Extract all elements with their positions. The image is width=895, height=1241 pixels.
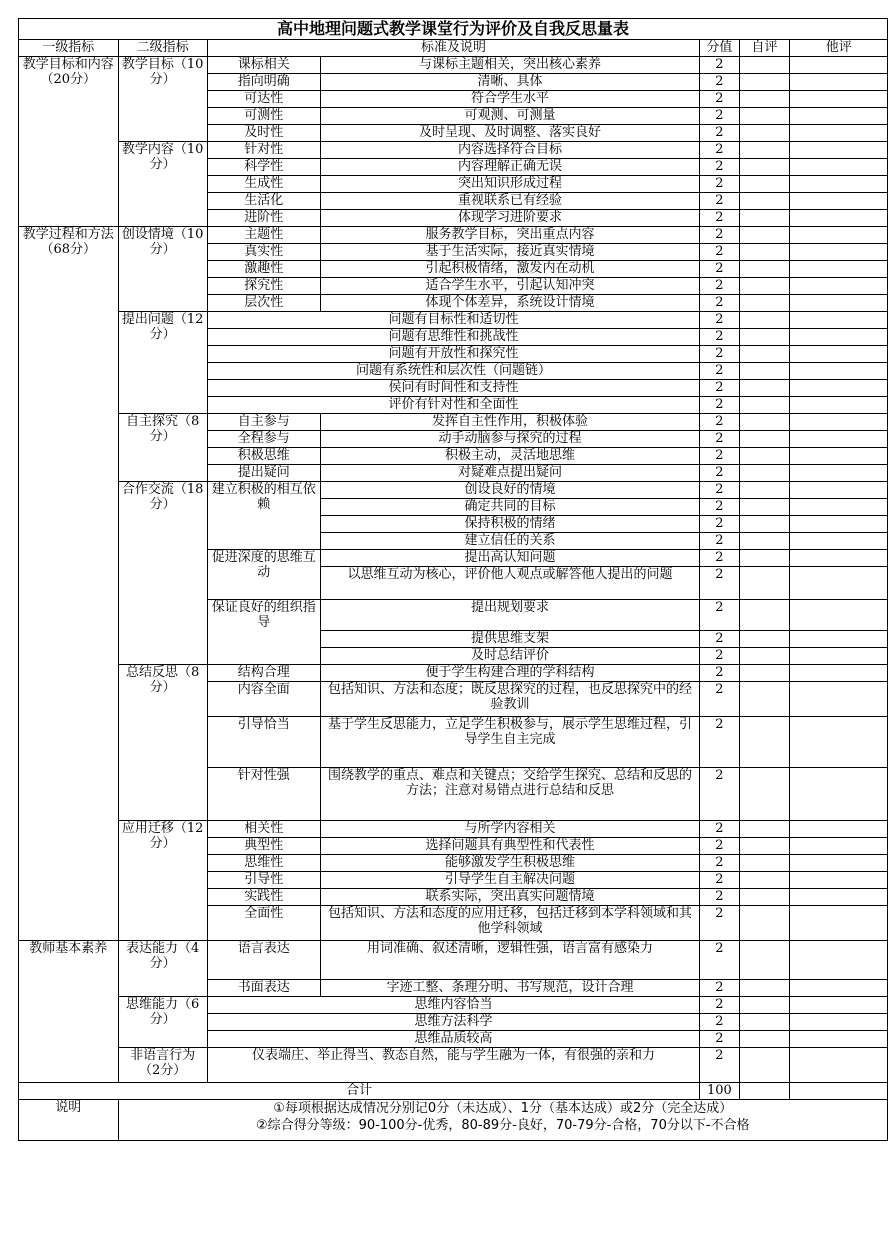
- score-value: 2: [700, 997, 739, 1014]
- table-row: [19, 1048, 888, 1083]
- peer-score-input[interactable]: [790, 872, 888, 889]
- criterion-name: 促进深度的思维互动: [207, 550, 320, 600]
- score-value: 2: [700, 980, 739, 997]
- self-score-input[interactable]: [739, 142, 790, 159]
- self-score-input[interactable]: [739, 941, 790, 980]
- criterion-description: 对疑难点提出疑问: [320, 465, 700, 482]
- peer-score-input[interactable]: [790, 665, 888, 682]
- peer-total-input[interactable]: [790, 1083, 888, 1100]
- self-score-input[interactable]: [739, 227, 790, 244]
- level2-label: 总结反思（8分）: [118, 665, 207, 821]
- self-score-input[interactable]: [739, 210, 790, 227]
- score-value: 2: [700, 91, 739, 108]
- table-row: [19, 57, 888, 74]
- criterion-name: 引导性: [207, 872, 320, 889]
- score-value: 2: [700, 346, 739, 363]
- score-value: 2: [700, 295, 739, 312]
- criterion-description: 符合学生水平: [320, 91, 700, 108]
- header-score: 分值: [700, 40, 739, 57]
- criterion-description: 以思维互动为核心，评价他人观点或解答他人提出的问题: [320, 567, 700, 600]
- criterion-description: 创设良好的情境: [320, 482, 700, 499]
- self-score-input[interactable]: [739, 1048, 790, 1083]
- self-score-input[interactable]: [739, 363, 790, 380]
- criterion-description: 思维方法科学: [207, 1014, 700, 1031]
- criterion-description: 清晰、具体: [320, 74, 700, 91]
- criterion-name: 可达性: [207, 91, 320, 108]
- level2-label: 教学内容（10分）: [118, 142, 207, 227]
- criterion-name: 典型性: [207, 838, 320, 855]
- peer-score-input[interactable]: [790, 465, 888, 482]
- score-value: 2: [700, 74, 739, 91]
- criterion-name: 实践性: [207, 889, 320, 906]
- score-value: 2: [700, 567, 739, 600]
- level2-label: 应用迁移（12分）: [118, 821, 207, 941]
- peer-score-input[interactable]: [790, 227, 888, 244]
- self-score-input[interactable]: [739, 980, 790, 997]
- peer-score-input[interactable]: [790, 431, 888, 448]
- self-score-input[interactable]: [739, 1014, 790, 1031]
- criterion-description: 问题有开放性和探究性: [207, 346, 700, 363]
- criterion-description: 与所学内容相关: [320, 821, 700, 838]
- criterion-description: 体现个体差异，系统设计情境: [320, 295, 700, 312]
- criterion-name: 提出疑问: [207, 465, 320, 482]
- criterion-description: 引导学生自主解决问题: [320, 872, 700, 889]
- criterion-name: 积极思维: [207, 448, 320, 465]
- score-value: 2: [700, 768, 739, 821]
- score-value: 2: [700, 312, 739, 329]
- self-score-input[interactable]: [739, 380, 790, 397]
- criterion-name: 科学性: [207, 159, 320, 176]
- criterion-description: 重视联系已有经验: [320, 193, 700, 210]
- score-value: 2: [700, 57, 739, 74]
- criterion-name: 思维性: [207, 855, 320, 872]
- criterion-description: 突出知识形成过程: [320, 176, 700, 193]
- self-score-input[interactable]: [739, 997, 790, 1014]
- criterion-description: 用词准确、叙述清晰，逻辑性强，语言富有感染力: [320, 941, 700, 980]
- self-score-input[interactable]: [739, 465, 790, 482]
- criterion-description: 发挥自主性作用，积极体验: [320, 414, 700, 431]
- self-score-input[interactable]: [739, 57, 790, 74]
- criterion-name: 及时性: [207, 125, 320, 142]
- score-value: 2: [700, 648, 739, 665]
- criterion-description: 仪表端庄、举止得当、教态自然，能与学生融为一体，有很强的亲和力: [207, 1048, 700, 1083]
- criterion-description: 服务教学目标，突出重点内容: [320, 227, 700, 244]
- self-score-input[interactable]: [739, 838, 790, 855]
- peer-score-input[interactable]: [790, 278, 888, 295]
- peer-score-input[interactable]: [790, 838, 888, 855]
- peer-score-input[interactable]: [790, 142, 888, 159]
- peer-score-input[interactable]: [790, 295, 888, 312]
- criterion-description: 可观测、可测量: [320, 108, 700, 125]
- self-score-input[interactable]: [739, 648, 790, 665]
- peer-score-input[interactable]: [790, 717, 888, 768]
- criterion-name: 建立积极的相互依赖: [207, 482, 320, 550]
- score-value: 2: [700, 550, 739, 567]
- self-score-input[interactable]: [739, 193, 790, 210]
- self-score-input[interactable]: [739, 550, 790, 567]
- peer-score-input[interactable]: [790, 57, 888, 74]
- criterion-description: 问题有思维性和挑战性: [207, 329, 700, 346]
- peer-score-input[interactable]: [790, 855, 888, 872]
- notes-text: [118, 1100, 887, 1141]
- header-peer: 他评: [790, 40, 888, 57]
- criterion-description: 便于学生构建合理的学科结构: [320, 665, 700, 682]
- self-score-input[interactable]: [739, 516, 790, 533]
- self-score-input[interactable]: [739, 346, 790, 363]
- criterion-description: 提出高认知问题: [320, 550, 700, 567]
- criterion-description: 围绕教学的重点、难点和关键点；交给学生探究、总结和反思的方法；注意对易错点进行总结和反思: [320, 768, 700, 821]
- peer-score-input[interactable]: [790, 997, 888, 1014]
- criterion-description: 积极主动，灵活地思维: [320, 448, 700, 465]
- criterion-description: 与课标主题相关，突出核心素养: [320, 57, 700, 74]
- criterion-description: 问题有目标性和适切性: [207, 312, 700, 329]
- criterion-name: 保证良好的组织指导: [207, 600, 320, 665]
- level2-label: 表达能力（4分）: [118, 941, 207, 997]
- criterion-name: 针对性: [207, 142, 320, 159]
- peer-score-input[interactable]: [790, 941, 888, 980]
- criterion-description: 内容理解正确无误: [320, 159, 700, 176]
- self-score-input[interactable]: [739, 482, 790, 499]
- peer-score-input[interactable]: [790, 533, 888, 550]
- peer-score-input[interactable]: [790, 397, 888, 414]
- score-value: 2: [700, 821, 739, 838]
- note-line-1: ①每项根据达成情况分别记0分（未达成）、1分（基本达成）或2分（完全达成）: [273, 1101, 733, 1116]
- criterion-name: 可测性: [207, 108, 320, 125]
- criterion-name: 引导恰当: [207, 717, 320, 768]
- peer-score-input[interactable]: [790, 363, 888, 380]
- score-value: 2: [700, 855, 739, 872]
- peer-score-input[interactable]: [790, 1014, 888, 1031]
- criterion-name: 探究性: [207, 278, 320, 295]
- criterion-description: 确定共同的目标: [320, 499, 700, 516]
- header-row: [19, 40, 888, 57]
- criterion-description: 字迹工整、条理分明、书写规范，设计合理: [320, 980, 700, 997]
- criterion-description: 引起积极情绪，激发内在动机: [320, 261, 700, 278]
- level1-label: 教学目标和内容（20分）: [19, 57, 119, 227]
- criterion-name: 指向明确: [207, 74, 320, 91]
- self-score-input[interactable]: [739, 768, 790, 821]
- peer-score-input[interactable]: [790, 414, 888, 431]
- criterion-name: 结构合理: [207, 665, 320, 682]
- peer-score-input[interactable]: [790, 108, 888, 125]
- score-value: 2: [700, 838, 739, 855]
- criterion-description: 提出规划要求: [320, 600, 700, 631]
- self-score-input[interactable]: [739, 261, 790, 278]
- score-value: 2: [700, 682, 739, 717]
- criterion-name: 生成性: [207, 176, 320, 193]
- table-row: [19, 997, 888, 1014]
- peer-score-input[interactable]: [790, 159, 888, 176]
- score-value: 2: [700, 142, 739, 159]
- score-value: 2: [700, 159, 739, 176]
- criterion-name: 针对性强: [207, 768, 320, 821]
- criterion-description: 内容选择符合目标: [320, 142, 700, 159]
- self-score-input[interactable]: [739, 329, 790, 346]
- criterion-description: 体现学习进阶要求: [320, 210, 700, 227]
- score-value: 2: [700, 906, 739, 941]
- table-row: [19, 414, 888, 431]
- self-score-input[interactable]: [739, 872, 790, 889]
- criterion-description: 包括知识、方法和态度的应用迁移，包括迁移到本学科领域和其他学科领域: [320, 906, 700, 941]
- peer-score-input[interactable]: [790, 193, 888, 210]
- criterion-description: 问题有系统性和层次性（问题链）: [207, 363, 700, 380]
- self-score-input[interactable]: [739, 431, 790, 448]
- peer-score-input[interactable]: [790, 346, 888, 363]
- score-value: 2: [700, 193, 739, 210]
- self-score-input[interactable]: [739, 631, 790, 648]
- header-level2: 二级指标: [118, 40, 207, 57]
- criterion-name: 全面性: [207, 906, 320, 941]
- table-row: [19, 312, 888, 329]
- self-score-input[interactable]: [739, 665, 790, 682]
- self-score-input[interactable]: [739, 682, 790, 717]
- table-title: 高中地理问题式教学课堂行为评价及自我反思量表: [19, 19, 888, 40]
- score-value: 2: [700, 329, 739, 346]
- level1-label: 教师基本素养: [19, 941, 119, 1083]
- score-value: 2: [700, 176, 739, 193]
- score-value: 2: [700, 431, 739, 448]
- header-standard: 标准及说明: [207, 40, 700, 57]
- criterion-description: 选择问题具有典型性和代表性: [320, 838, 700, 855]
- peer-score-input[interactable]: [790, 821, 888, 838]
- self-score-input[interactable]: [739, 717, 790, 768]
- score-value: 2: [700, 465, 739, 482]
- criterion-name: 书面表达: [207, 980, 320, 997]
- table-row: [19, 821, 888, 838]
- notes-label: 说明: [19, 1100, 119, 1141]
- peer-score-input[interactable]: [790, 210, 888, 227]
- criterion-description: 提供思维支架: [320, 631, 700, 648]
- level2-label: 提出问题（12分）: [118, 312, 207, 414]
- header-self: 自评: [739, 40, 790, 57]
- level2-label: 创设情境（10分）: [118, 227, 207, 312]
- score-value: 2: [700, 1031, 739, 1048]
- self-score-input[interactable]: [739, 397, 790, 414]
- criterion-description: 能够激发学生积极思维: [320, 855, 700, 872]
- peer-score-input[interactable]: [790, 550, 888, 567]
- header-level1: 一级指标: [19, 40, 119, 57]
- criterion-description: 侯问有时间性和支持性: [207, 380, 700, 397]
- peer-score-input[interactable]: [790, 516, 888, 533]
- peer-score-input[interactable]: [790, 648, 888, 665]
- evaluation-table: [18, 18, 888, 1141]
- score-value: 2: [700, 448, 739, 465]
- criterion-name: 内容全面: [207, 682, 320, 717]
- criterion-name: 语言表达: [207, 941, 320, 980]
- total-row: [19, 1083, 888, 1100]
- criterion-name: 激趣性: [207, 261, 320, 278]
- score-value: 2: [700, 125, 739, 142]
- score-value: 2: [700, 210, 739, 227]
- score-value: 2: [700, 108, 739, 125]
- level2-label: 教学目标（10分）: [118, 57, 207, 142]
- table-row: [19, 941, 888, 980]
- self-score-input[interactable]: [739, 448, 790, 465]
- score-value: 2: [700, 717, 739, 768]
- peer-score-input[interactable]: [790, 600, 888, 631]
- score-value: 2: [700, 941, 739, 980]
- criterion-name: 层次性: [207, 295, 320, 312]
- self-score-input[interactable]: [739, 108, 790, 125]
- self-score-input[interactable]: [739, 533, 790, 550]
- self-total-input[interactable]: [739, 1083, 790, 1100]
- level2-label: 非语言行为（2分）: [118, 1048, 207, 1083]
- peer-score-input[interactable]: [790, 1031, 888, 1048]
- criterion-description: 联系实际，突出真实问题情境: [320, 889, 700, 906]
- score-value: 2: [700, 278, 739, 295]
- criterion-name: 进阶性: [207, 210, 320, 227]
- self-score-input[interactable]: [739, 414, 790, 431]
- self-score-input[interactable]: [739, 159, 790, 176]
- criterion-name: 相关性: [207, 821, 320, 838]
- criterion-description: 思维内容恰当: [207, 997, 700, 1014]
- criterion-description: 及时呈现、及时调整、落实良好: [320, 125, 700, 142]
- note-line-2: ②综合得分等级：90-100分-优秀，80-89分-良好，70-79分-合格，70分以下-不合格: [255, 1118, 750, 1133]
- level2-label: 思维能力（6分）: [118, 997, 207, 1048]
- score-value: 2: [700, 261, 739, 278]
- peer-score-input[interactable]: [790, 631, 888, 648]
- peer-score-input[interactable]: [790, 244, 888, 261]
- self-score-input[interactable]: [739, 91, 790, 108]
- evaluation-form: [18, 18, 888, 1141]
- self-score-input[interactable]: [739, 295, 790, 312]
- peer-score-input[interactable]: [790, 380, 888, 397]
- criterion-name: 主题性: [207, 227, 320, 244]
- score-value: 2: [700, 397, 739, 414]
- peer-score-input[interactable]: [790, 125, 888, 142]
- score-value: 2: [700, 600, 739, 631]
- score-value: 2: [700, 482, 739, 499]
- peer-score-input[interactable]: [790, 980, 888, 997]
- level2-label: 合作交流（18分）: [118, 482, 207, 665]
- self-score-input[interactable]: [739, 176, 790, 193]
- criterion-name: 全程参与: [207, 431, 320, 448]
- self-score-input[interactable]: [739, 125, 790, 142]
- score-value: 2: [700, 244, 739, 261]
- peer-score-input[interactable]: [790, 329, 888, 346]
- total-label: 合计: [19, 1083, 700, 1100]
- peer-score-input[interactable]: [790, 499, 888, 516]
- peer-score-input[interactable]: [790, 682, 888, 717]
- score-value: 2: [700, 1048, 739, 1083]
- self-score-input[interactable]: [739, 499, 790, 516]
- peer-score-input[interactable]: [790, 567, 888, 600]
- criterion-description: 基于学生反思能力，立足学生积极参与，展示学生思维过程，引导学生自主完成: [320, 717, 700, 768]
- score-value: 2: [700, 1014, 739, 1031]
- table-row: [19, 142, 888, 159]
- peer-score-input[interactable]: [790, 482, 888, 499]
- score-value: 2: [700, 499, 739, 516]
- table-row: [19, 227, 888, 244]
- criterion-description: 建立信任的关系: [320, 533, 700, 550]
- peer-score-input[interactable]: [790, 1048, 888, 1083]
- self-score-input[interactable]: [739, 244, 790, 261]
- peer-score-input[interactable]: [790, 889, 888, 906]
- self-score-input[interactable]: [739, 278, 790, 295]
- peer-score-input[interactable]: [790, 91, 888, 108]
- criterion-description: 适合学生水平，引起认知冲突: [320, 278, 700, 295]
- criterion-description: 评价有针对性和全面性: [207, 397, 700, 414]
- score-value: 2: [700, 665, 739, 682]
- self-score-input[interactable]: [739, 312, 790, 329]
- score-value: 2: [700, 363, 739, 380]
- score-value: 2: [700, 516, 739, 533]
- notes-row: [19, 1100, 888, 1141]
- self-score-input[interactable]: [739, 74, 790, 91]
- peer-score-input[interactable]: [790, 74, 888, 91]
- peer-score-input[interactable]: [790, 768, 888, 821]
- peer-score-input[interactable]: [790, 448, 888, 465]
- criterion-name: 课标相关: [207, 57, 320, 74]
- criterion-description: 思维品质较高: [207, 1031, 700, 1048]
- score-value: 2: [700, 872, 739, 889]
- total-score: 100: [700, 1083, 739, 1100]
- self-score-input[interactable]: [739, 889, 790, 906]
- peer-score-input[interactable]: [790, 261, 888, 278]
- self-score-input[interactable]: [739, 906, 790, 941]
- self-score-input[interactable]: [739, 1031, 790, 1048]
- criterion-description: 基于生活实际，接近真实情境: [320, 244, 700, 261]
- table-row: [19, 482, 888, 499]
- level2-label: 自主探究（8分）: [118, 414, 207, 482]
- self-score-input[interactable]: [739, 567, 790, 600]
- criterion-description: 保持积极的情绪: [320, 516, 700, 533]
- criterion-description: 包括知识、方法和态度；既反思探究的过程，也反思探究中的经验教训: [320, 682, 700, 717]
- self-score-input[interactable]: [739, 855, 790, 872]
- score-value: 2: [700, 414, 739, 431]
- peer-score-input[interactable]: [790, 176, 888, 193]
- score-value: 2: [700, 380, 739, 397]
- criterion-name: 生活化: [207, 193, 320, 210]
- score-value: 2: [700, 533, 739, 550]
- table-row: [19, 665, 888, 682]
- score-value: 2: [700, 889, 739, 906]
- peer-score-input[interactable]: [790, 312, 888, 329]
- criterion-description: 动手动脑参与探究的过程: [320, 431, 700, 448]
- peer-score-input[interactable]: [790, 906, 888, 941]
- score-value: 2: [700, 227, 739, 244]
- level1-label: 教学过程和方法（68分）: [19, 227, 119, 941]
- criterion-name: 真实性: [207, 244, 320, 261]
- criterion-name: 自主参与: [207, 414, 320, 431]
- criterion-description: 及时总结评价: [320, 648, 700, 665]
- score-value: 2: [700, 631, 739, 648]
- self-score-input[interactable]: [739, 600, 790, 631]
- self-score-input[interactable]: [739, 821, 790, 838]
